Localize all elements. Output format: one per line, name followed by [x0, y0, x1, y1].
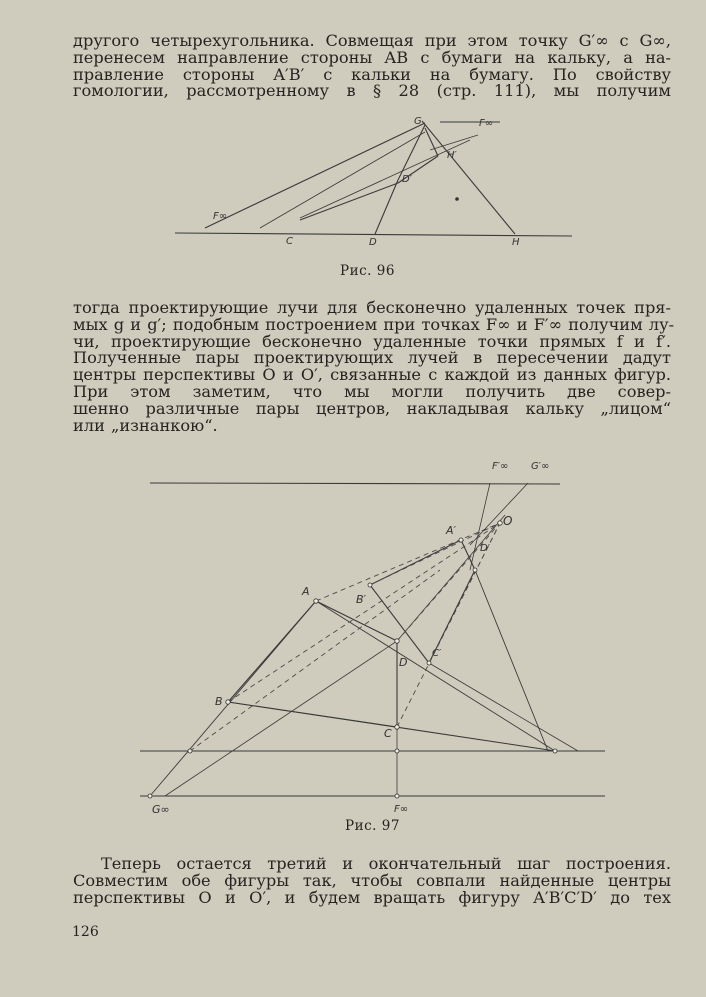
figure-97-caption: Рис. 97 [345, 818, 400, 834]
paragraph-1 [73, 33, 671, 100]
label-d: D [399, 656, 408, 669]
text-line: другого четырехугольника. Совмещая при этом точку G′∞ с G∞, [73, 31, 671, 50]
label-c-prime: C′ [432, 648, 442, 659]
label-f-top: F′∞ [492, 461, 509, 472]
figure-97 [0, 455, 706, 835]
label-d: D [369, 237, 377, 248]
page-number: 126 [72, 924, 99, 940]
label-d-prime: D′ [402, 174, 412, 185]
label-c: C [286, 236, 293, 247]
label-f-left: F∞ [213, 211, 228, 222]
text-line: гомологии, рассмотренному в § 28 (стр. 111), мы получим [73, 81, 671, 101]
label-f-inf: F∞ [394, 804, 409, 815]
text-line: перенесем направление стороны AB с бумаги на кальку, а на- [73, 47, 671, 67]
text-line: Совместим обе фигуры так, чтобы совпали найденные центры [73, 870, 671, 890]
figure-96-caption: Рис. 96 [340, 263, 395, 279]
text-line: мых g и g′; подобным построением при точках F∞ и F′∞ получим лу- [73, 314, 675, 334]
dot-mark [455, 197, 459, 201]
label-h-prime: H′ [447, 150, 457, 161]
text-line: Полученные пары проектирующих лучей в пересечении дадут [73, 348, 671, 368]
text-line: При этом заметим, что мы могли получить две совер- [73, 381, 671, 401]
label-c: C [384, 727, 392, 740]
label-b: B [215, 695, 223, 708]
label-b-prime: B′ [356, 593, 367, 606]
label-a-prime: A′ [446, 524, 457, 537]
label-o: O [503, 514, 513, 528]
label-d-prime: D′ [480, 543, 490, 554]
text-line: шенно различные пары центров, накладывая кальку „лицом“ [73, 398, 671, 418]
paragraph-3 [73, 856, 671, 906]
text-line: перспективы O и O′, и будем вращать фигуру A′B′C′D′ до тех [73, 887, 671, 907]
text-line: или „изнанкою“. [73, 415, 218, 435]
text-line: центры перспективы O и O′, связанные с каждой из данных фигур. [73, 365, 671, 385]
label-g: G [414, 116, 422, 127]
paragraph-2 [73, 298, 675, 435]
label-g-inf: G∞ [152, 803, 170, 816]
text-line: тогда проектирующие лучи для бесконечно удаленных точек пря- [73, 298, 671, 317]
text-line: правление стороны A′B′ с кальки на бумагу. По свойству [73, 64, 671, 84]
text-line: чи, проектирующие бесконечно удаленные точки прямых f и f′. [73, 331, 671, 351]
label-g-top: G′∞ [531, 461, 550, 472]
label-a: A [302, 585, 310, 598]
label-f-inf: F∞ [479, 118, 494, 129]
label-h: H [512, 237, 520, 248]
text-line: Теперь остается третий и окончательный шаг построения. [101, 854, 671, 873]
